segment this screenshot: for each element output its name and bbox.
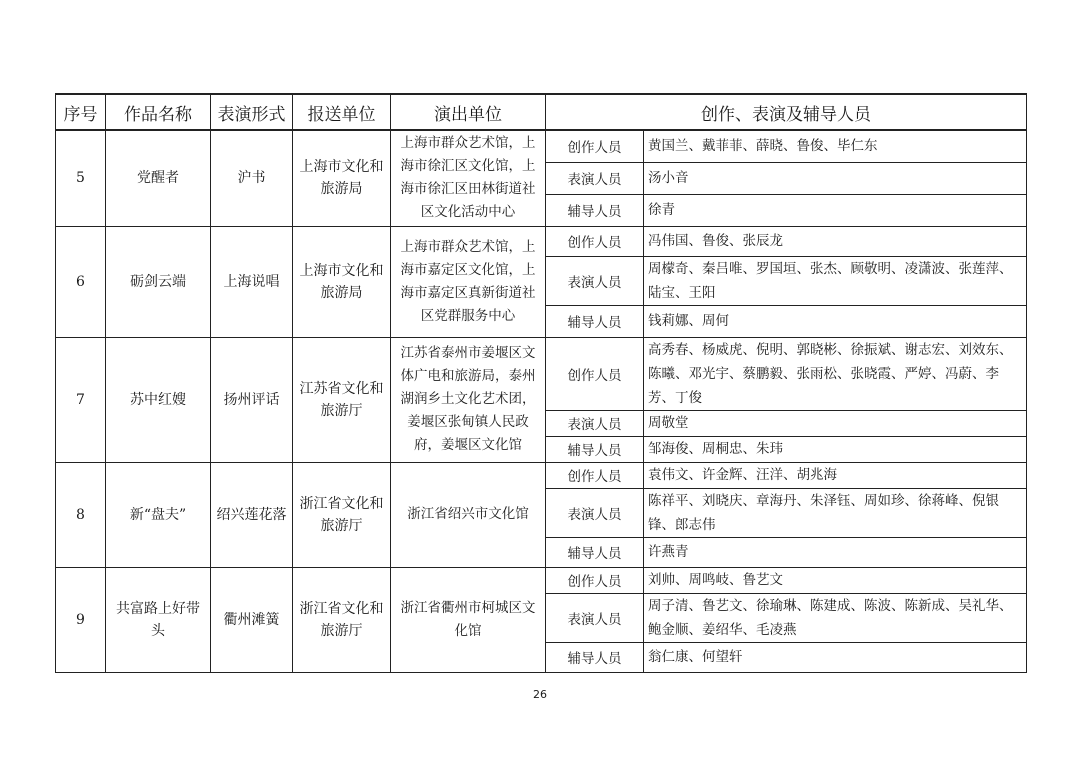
staff-role: 辅导人员 (546, 305, 644, 337)
staff-names: 黄国兰、戴菲菲、薛晓、鲁俊、毕仁东 (644, 130, 1027, 162)
work-title: 砺剑云端 (106, 226, 211, 337)
staff-role: 创作人员 (546, 226, 644, 256)
staff-role: 表演人员 (546, 162, 644, 194)
staff-role: 创作人员 (546, 130, 644, 162)
work-no: 7 (56, 337, 106, 462)
staff-names: 陈祥平、刘晓庆、章海丹、朱泽钰、周如珍、徐蒋峰、倪银锋、郎志伟 (644, 488, 1027, 537)
work-no: 5 (56, 130, 106, 226)
staff-names: 周敬堂 (644, 410, 1027, 436)
work-submitting-unit: 上海市文化和旅游局 (293, 226, 391, 337)
staff-names: 袁伟文、许金辉、汪洋、胡兆海 (644, 462, 1027, 488)
staff-names: 许燕青 (644, 537, 1027, 567)
work-submitting-unit: 上海市文化和旅游局 (293, 130, 391, 226)
table-row (56, 462, 1027, 488)
header-submitting-unit: 报送单位 (293, 94, 391, 130)
staff-role: 辅导人员 (546, 436, 644, 462)
work-no: 6 (56, 226, 106, 337)
staff-role: 表演人员 (546, 593, 644, 642)
staff-role: 表演人员 (546, 256, 644, 305)
work-title: 新“盘夫” (106, 462, 211, 567)
staff-role: 创作人员 (546, 337, 644, 410)
work-no: 8 (56, 462, 106, 567)
work-performing-unit: 浙江省绍兴市文化馆 (391, 462, 546, 567)
staff-names: 周檬奇、秦吕唯、罗国垣、张杰、顾敬明、凌潇波、张莲萍、陆宝、王阳 (644, 256, 1027, 305)
work-form: 上海说唱 (211, 226, 293, 337)
staff-names: 冯伟国、鲁俊、张辰龙 (644, 226, 1027, 256)
work-performing-unit: 上海市群众艺术馆，上海市徐汇区文化馆，上海市徐汇区田林街道社区文化活动中心 (391, 130, 546, 226)
table-row (56, 567, 1027, 593)
staff-names: 徐青 (644, 194, 1027, 226)
header-performing-unit: 演出单位 (391, 94, 546, 130)
header-no: 序号 (56, 94, 106, 130)
staff-names: 高秀春、杨威虎、倪明、郭晓彬、徐振斌、谢志宏、刘效东、陈曦、邓光宇、蔡鹏毅、张雨松、张晓霞、严婷、冯蔚、李芳、丁俊 (644, 337, 1027, 410)
staff-role: 创作人员 (546, 462, 644, 488)
staff-names: 钱莉娜、周何 (644, 305, 1027, 337)
work-form: 衢州滩簧 (211, 567, 293, 672)
page-number: 26 (533, 688, 547, 701)
work-form: 沪书 (211, 130, 293, 226)
work-performing-unit: 江苏省泰州市姜堰区文体广电和旅游局，泰州湖润乡土文化艺术团，姜堰区张甸镇人民政府，姜堰区文化馆 (391, 337, 546, 462)
work-title: 党醒者 (106, 130, 211, 226)
staff-names: 刘帅、周鸣岐、鲁艺文 (644, 567, 1027, 593)
work-submitting-unit: 浙江省文化和旅游厅 (293, 462, 391, 567)
staff-names: 汤小音 (644, 162, 1027, 194)
table-row (56, 226, 1027, 256)
staff-names: 周子清、鲁艺文、徐瑜琳、陈建成、陈波、陈新成、吴礼华、鲍金顺、姜绍华、毛凌燕 (644, 593, 1027, 642)
staff-role: 辅导人员 (546, 537, 644, 567)
header-staff: 创作、表演及辅导人员 (546, 94, 1027, 130)
work-title: 苏中红嫂 (106, 337, 211, 462)
work-submitting-unit: 浙江省文化和旅游厅 (293, 567, 391, 672)
staff-role: 表演人员 (546, 488, 644, 537)
work-no: 9 (56, 567, 106, 672)
staff-names: 邹海俊、周桐忠、朱玮 (644, 436, 1027, 462)
staff-names: 翁仁康、何望轩 (644, 642, 1027, 672)
staff-role: 辅导人员 (546, 642, 644, 672)
table-row (56, 337, 1027, 410)
work-performing-unit: 浙江省衢州市柯城区文化馆 (391, 567, 546, 672)
work-form: 扬州评话 (211, 337, 293, 462)
work-performing-unit: 上海市群众艺术馆，上海市嘉定区文化馆，上海市嘉定区真新街道社区党群服务中心 (391, 226, 546, 337)
work-form: 绍兴莲花落 (211, 462, 293, 567)
header-title: 作品名称 (106, 94, 211, 130)
header-form: 表演形式 (211, 94, 293, 130)
staff-role: 辅导人员 (546, 194, 644, 226)
staff-role: 表演人员 (546, 410, 644, 436)
header-row (56, 94, 1027, 130)
works-table (55, 93, 1027, 673)
work-title: 共富路上好带头 (106, 567, 211, 672)
work-submitting-unit: 江苏省文化和旅游厅 (293, 337, 391, 462)
staff-role: 创作人员 (546, 567, 644, 593)
table-row (56, 130, 1027, 162)
